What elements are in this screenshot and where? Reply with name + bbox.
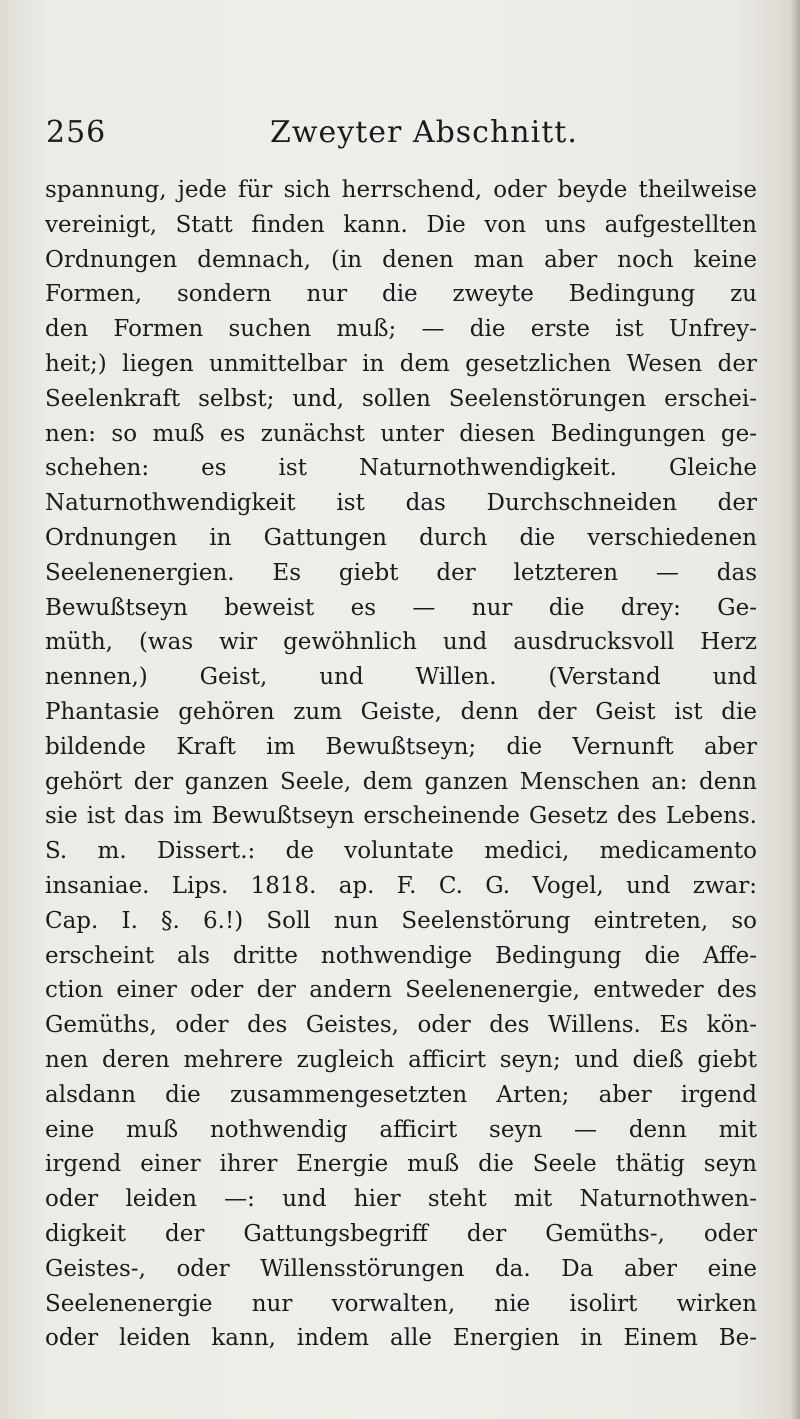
page-number: 256 [46, 115, 107, 150]
text-line: Seelenenergie nur vorwalten, nie isolirt wirken [45, 1290, 757, 1317]
text-line: Ordnungen in Gattungen durch die verschiedenen [45, 524, 757, 551]
text-line: schehen: es ist Naturnothwendigkeit. Gleiche [45, 455, 757, 482]
text-line: alsdann die zusammengesetzten Arten; aber irgend [45, 1081, 757, 1108]
text-line: Gemüths, oder des Geistes, oder des Willens. Es kön- [45, 1012, 757, 1039]
text-line: Cap. I. §. 6.!) Soll nun Seelenstörung eintreten, so [45, 907, 757, 934]
text-line: erscheint als dritte nothwendige Bedingung die Affe- [45, 942, 757, 969]
text-line: oder leiden kann, indem alle Energien in Einem Be- [45, 1325, 757, 1352]
text-line: oder leiden —: und hier steht mit Naturnothwen- [45, 1186, 757, 1213]
text-line: Formen, sondern nur die zweyte Bedingung zu [45, 281, 757, 308]
text-line: eine muß nothwendig afficirt seyn — denn mit [45, 1116, 757, 1143]
text-line: Phantasie gehören zum Geiste, denn der Geist ist die [45, 698, 757, 725]
text-line: bildende Kraft im Bewußtseyn; die Vernunft aber [45, 733, 757, 760]
text-line: müth, (was wir gewöhnlich und ausdrucksvoll Herz [45, 629, 757, 656]
text-line: insaniae. Lips. 1818. ap. F. C. G. Vogel, und zwar: [45, 872, 757, 899]
text-line: spannung, jede für sich herrschend, oder beyde theilweise [45, 177, 757, 203]
text-line: nen: so muß es zunächst unter diesen Bedingungen ge- [45, 420, 757, 447]
text-line: den Formen suchen muß; — die erste ist Unfrey- [45, 316, 757, 343]
text-line: irgend einer ihrer Energie muß die Seele thätig seyn [45, 1151, 757, 1178]
page-header [46, 115, 760, 155]
text-line: heit;) liegen unmittelbar in dem gesetzlichen Wesen der [45, 350, 757, 377]
body-text [45, 173, 757, 1356]
text-line: vereinigt, Statt finden kann. Die von uns aufgestellten [45, 211, 757, 238]
text-line: gehört der ganzen Seele, dem ganzen Menschen an: denn [45, 768, 757, 795]
text-line: ction einer oder der andern Seelenenergie, entweder des [45, 977, 757, 1004]
text-line: digkeit der Gattungsbegriff der Gemüths-, oder [45, 1220, 757, 1247]
text-line: Naturnothwendigkeit ist das Durchschneiden der [45, 490, 757, 517]
text-line: sie ist das im Bewußtseyn erscheinende Gesetz des Lebens. [45, 803, 757, 830]
page-edge-shadow [790, 0, 800, 1419]
running-head: Zweyter Abschnitt. [270, 115, 578, 150]
text-line: S. m. Dissert.: de voluntate medici, medicamento [45, 838, 757, 865]
text-line: Geistes-, oder Willensstörungen da. Da aber eine [45, 1255, 757, 1282]
text-line: Seelenenergien. Es giebt der letzteren — das [45, 559, 757, 586]
text-line: nennen,) Geist, und Willen. (Verstand und [45, 664, 757, 691]
text-line: Bewußtseyn beweist es — nur die drey: Ge- [45, 594, 757, 621]
text-line: Ordnungen demnach, (in denen man aber noch keine [45, 246, 757, 273]
text-line: nen deren mehrere zugleich afficirt seyn; und dieß giebt [45, 1046, 757, 1073]
text-line: Seelenkraft selbst; und, sollen Seelenstörungen erschei- [45, 385, 757, 412]
